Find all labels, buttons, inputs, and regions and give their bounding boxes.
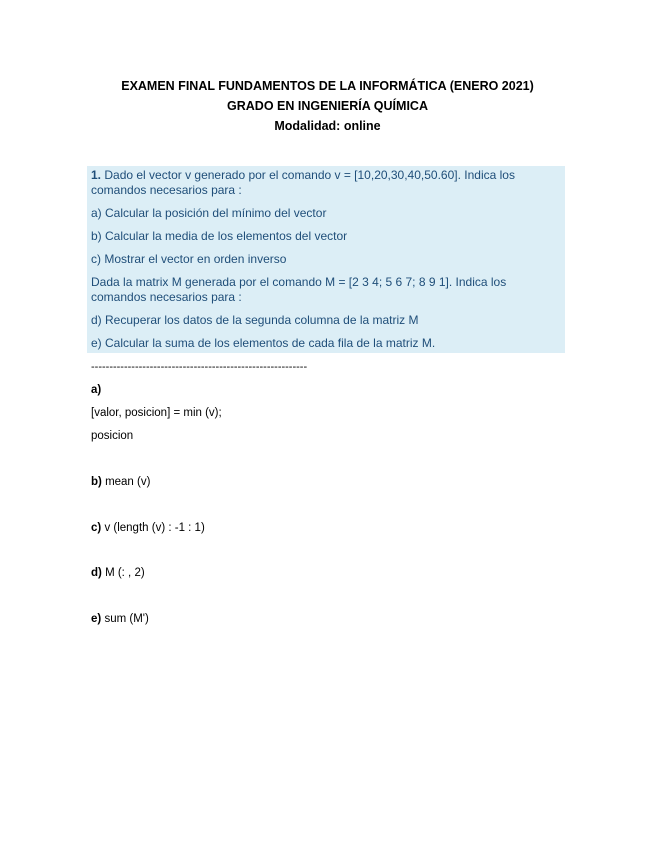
separator-line: ----------------------------------------------------------- <box>91 361 308 373</box>
question-item-b: b) Calcular la media de los elementos del vector <box>91 229 348 243</box>
degree-title: GRADO EN INGENIERÍA QUÍMICA <box>227 99 428 113</box>
answer-a-label: a) <box>91 384 102 396</box>
answer-a-line2: posicion <box>91 430 134 442</box>
exam-header <box>0 76 655 136</box>
modality: Modalidad: online <box>274 119 381 133</box>
exam-title: EXAMEN FINAL FUNDAMENTOS DE LA INFORMÁTICA (ENERO 2021) <box>121 79 534 93</box>
question-item-c: c) Mostrar el vector en orden inverso <box>91 252 287 266</box>
question-intro-text: Dado el vector v generado por el comando v = [10,20,30,40,50.60]. Indica los comandos necesarios para : <box>91 168 515 197</box>
question-number: 1. <box>91 168 102 182</box>
answer-e-label: e) <box>91 613 102 625</box>
question-intro <box>91 168 561 198</box>
answer-e <box>91 613 149 625</box>
answer-e-text: sum (M') <box>104 613 149 625</box>
question-item-e: e) Calcular la suma de los elementos de cada fila de la matriz M. <box>91 336 436 350</box>
answer-b-label: b) <box>91 476 102 488</box>
answer-b-text: mean (v) <box>105 476 151 488</box>
answer-b <box>91 476 150 488</box>
answer-c-text: v (length (v) : -1 : 1) <box>104 522 205 534</box>
answer-a-line1: [valor, posicion] = min (v); <box>91 407 222 419</box>
question-item-a: a) Calcular la posición del mínimo del vector <box>91 206 327 220</box>
answer-d <box>91 567 145 579</box>
answer-c-label: c) <box>91 522 102 534</box>
question-item-d: d) Recuperar los datos de la segunda columna de la matriz M <box>91 313 419 327</box>
question-box <box>87 166 565 353</box>
matrix-intro: Dada la matrix M generada por el comando M = [2 3 4; 5 6 7; 8 9 1]. Indica los comandos necesarios para : <box>91 275 507 304</box>
answer-d-text: M (: , 2) <box>105 567 145 579</box>
answer-c <box>91 522 205 534</box>
answer-d-label: d) <box>91 567 102 579</box>
